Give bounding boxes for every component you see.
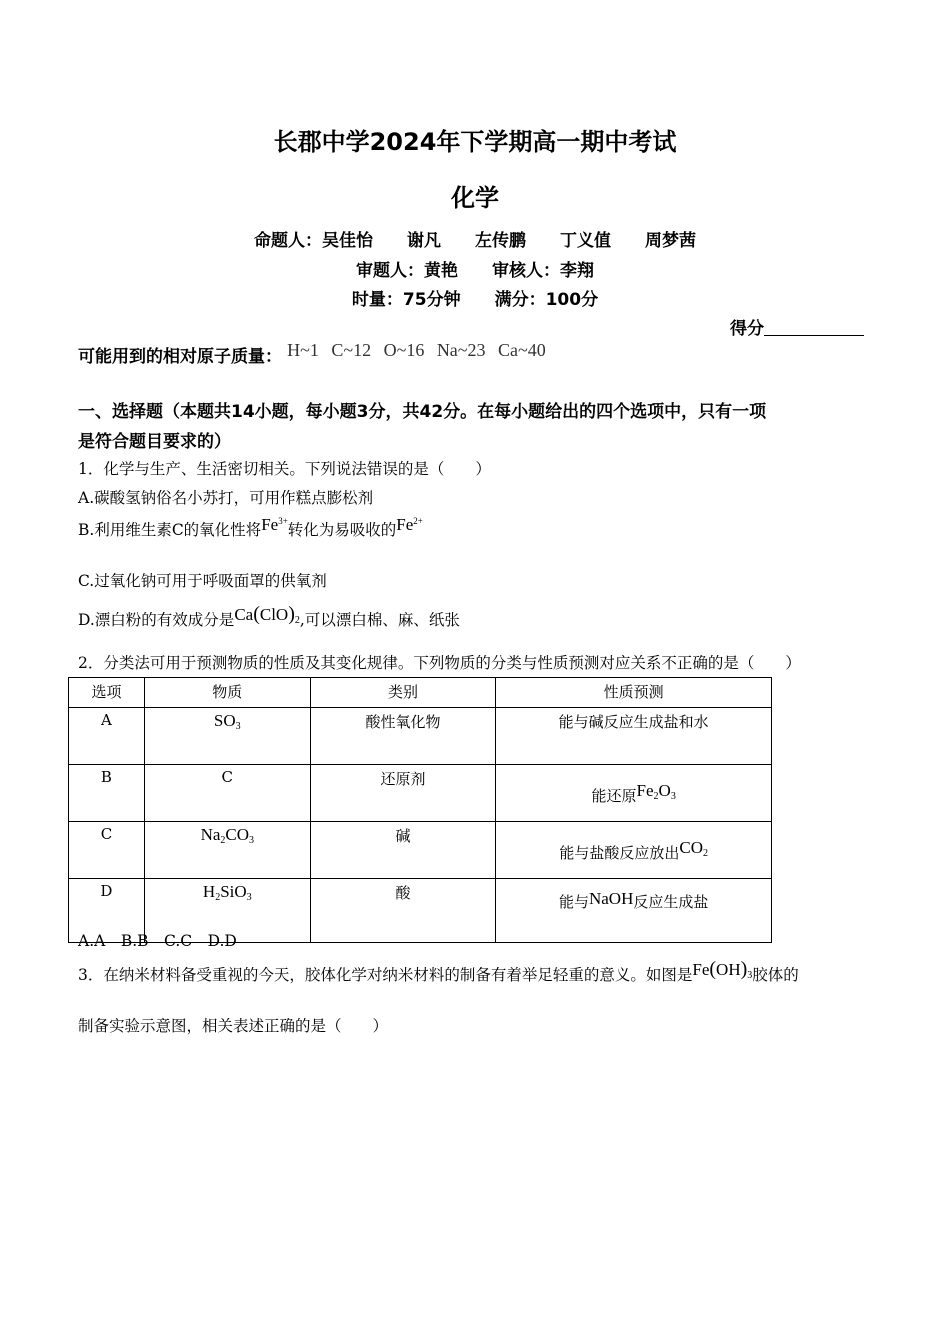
formula-naoh: NaOH (588, 889, 634, 908)
oh-group: OH (716, 960, 741, 979)
formula-part: CO (225, 825, 250, 844)
q1-b-pre: B.利用维生素C的氧化性将 (78, 521, 262, 539)
row-option: B (69, 765, 145, 822)
q1-d-pre: D.漂白粉的有效成分是 (78, 611, 235, 629)
q1-d-post: ,可以漂白棉、麻、纸张 (299, 611, 460, 629)
q3-stem-line1 (78, 958, 799, 985)
subject-title: 化学 (451, 184, 499, 212)
prediction-text: 能还原 (591, 786, 637, 805)
row-option: D (69, 879, 145, 943)
subscript-2: 2 (294, 615, 300, 626)
formula-fe2o3 (637, 781, 676, 800)
atomic-masses (78, 340, 546, 367)
reviewers-line: 审题人：黄艳 审核人：李翔 (356, 261, 594, 281)
section-heading-line2: 是符合题目要求的） (78, 432, 231, 452)
masses-values: H~1 C~12 O~16 Na~23 Ca~40 (287, 340, 546, 360)
formula-fe3 (261, 515, 288, 534)
row-prediction (496, 879, 772, 943)
row-category: 碱 (310, 822, 496, 879)
formula-subscript: 2 (703, 847, 708, 859)
row-option: A (69, 708, 145, 765)
table-row (69, 765, 772, 822)
fe-symbol: Fe (692, 960, 710, 979)
masses-label: 可能用到的相对原子质量： (78, 347, 282, 367)
q1-option-b (78, 515, 423, 540)
formula-so3 (214, 711, 241, 730)
formula-part: H (202, 882, 216, 901)
table-header-row (69, 678, 772, 708)
row-substance (144, 822, 310, 879)
q1-b-mid: 转化为易吸收的 (287, 521, 397, 539)
section-heading-line1: 一、选择题（本题共14小题，每小题3分，共42分。在每小题给出的四个选项中，只有一项 (78, 402, 767, 422)
q2-answer-options: A.A B.B C.C D.D (78, 932, 237, 950)
row-category: 酸性氧化物 (310, 708, 496, 765)
q1-option-a: A.碳酸氢钠俗名小苏打，可用作糕点膨松剂 (78, 489, 374, 507)
fe-symbol: Fe (396, 515, 414, 534)
row-prediction (496, 822, 772, 879)
formula-part: Na (200, 825, 221, 844)
time-score-line: 时量：75分钟 满分：100分 (351, 290, 599, 310)
q2-stem: 2．分类法可用于预测物质的性质及其变化规律。下列物质的分类与性质预测对应关系不正确的是（ ） (78, 654, 801, 672)
charge-2plus: 2+ (413, 516, 423, 526)
row-category: 酸 (310, 879, 496, 943)
row-prediction (496, 765, 772, 822)
clo-group: ClO (259, 605, 289, 624)
formula-part: SO (213, 711, 236, 730)
row-category: 还原剂 (310, 765, 496, 822)
formula-subscript: 3 (246, 892, 252, 903)
row-substance: C (144, 765, 310, 822)
formula-ca-clo-2 (234, 605, 300, 624)
charge-3plus: 3+ (278, 516, 288, 526)
exam-title: 长郡中学2024年下学期高一期中考试 (273, 128, 677, 156)
formula-part: Fe (636, 780, 654, 800)
header-prediction: 性质预测 (496, 678, 772, 708)
row-substance (144, 708, 310, 765)
formula-subscript: 2 (215, 892, 221, 903)
score-blank[interactable] (764, 319, 864, 336)
formula-subscript: 2 (220, 835, 226, 846)
right-paren: ) (288, 603, 295, 625)
authors-line: 命题人：吴佳怡 谢凡 左传鹏 丁义值 周梦茜 (254, 231, 696, 251)
formula-part: O (658, 780, 671, 800)
header-category: 类别 (310, 678, 496, 708)
classification-table (68, 677, 772, 943)
formula-part: SiO (220, 882, 247, 901)
row-option: C (69, 822, 145, 879)
table-row (69, 708, 772, 765)
subscript-3: 3 (747, 970, 753, 981)
q1-option-d (78, 603, 460, 630)
q1-stem: 1．化学与生产、生活密切相关。下列说法错误的是（ ） (78, 460, 491, 478)
formula-part: CO (679, 837, 703, 857)
score-label: 得分 (730, 319, 764, 339)
right-paren: ) (740, 958, 748, 980)
header-substance: 物质 (144, 678, 310, 708)
formula-fe2 (396, 515, 423, 534)
left-paren: ( (709, 958, 717, 980)
q3-stem-pre: 3．在纳米材料备受重视的今天，胶体化学对纳米材料的制备有着举足轻重的意义。如图是 (78, 966, 693, 984)
formula-subscript: 3 (670, 790, 676, 802)
score-field (730, 314, 864, 339)
q3-stem-line2: 制备实验示意图，相关表述正确的是（ ） (78, 1017, 389, 1035)
formula-na2co3 (201, 825, 254, 844)
formula-fe-oh-3 (692, 960, 752, 979)
formula-subscript: 3 (249, 835, 255, 846)
formula-subscript: 3 (235, 721, 241, 732)
ca-symbol: Ca (234, 605, 254, 624)
left-paren: ( (253, 603, 260, 625)
header-option: 选项 (69, 678, 145, 708)
q3-stem-post: 胶体的 (752, 966, 799, 984)
prediction-text: 能与 (558, 893, 589, 911)
row-prediction: 能与碱反应生成盐和水 (496, 708, 772, 765)
fe-symbol: Fe (261, 515, 279, 534)
prediction-text: 能与盐酸反应放出 (559, 843, 680, 862)
formula-co2 (679, 838, 708, 857)
formula-subscript: 2 (653, 790, 659, 802)
prediction-text: 反应生成盐 (633, 893, 709, 911)
formula-h2sio3 (203, 882, 252, 901)
q1-option-c: C.过氧化钠可用于呼吸面罩的供氧剂 (78, 572, 327, 590)
table-row (69, 822, 772, 879)
